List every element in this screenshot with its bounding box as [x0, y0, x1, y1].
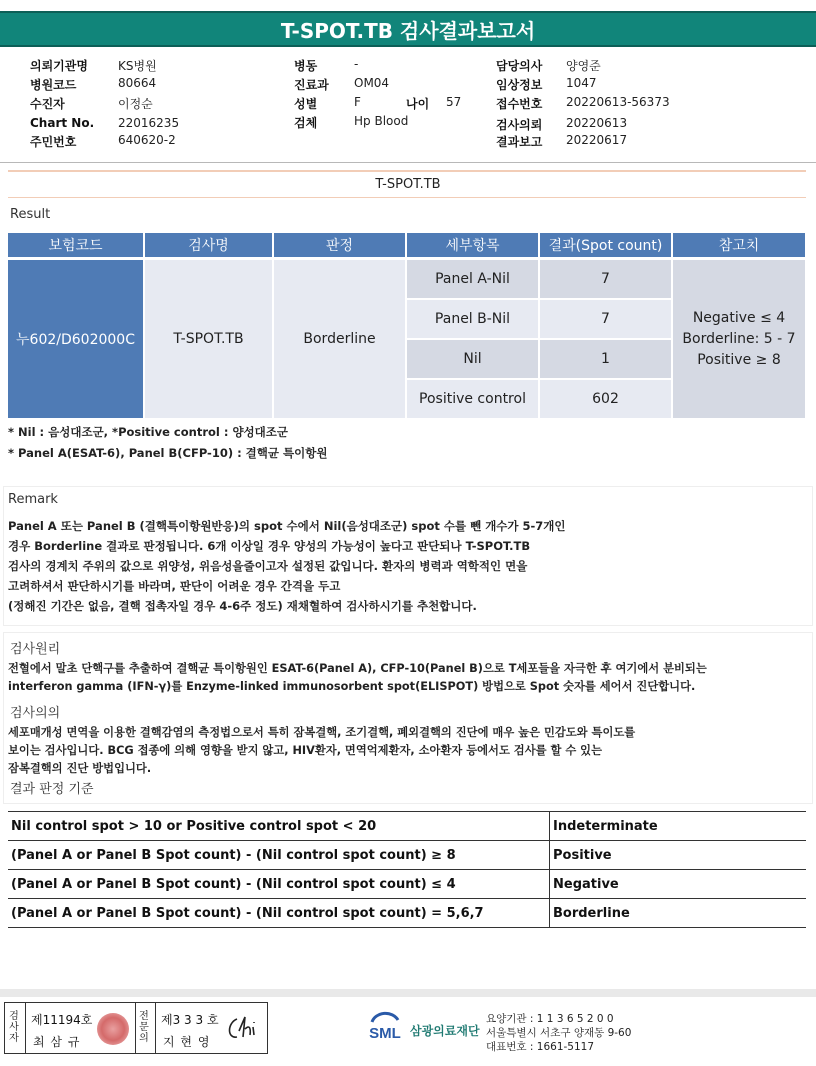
criteria-condition: (Panel A or Panel B Spot count) - (Nil control spot count) ≥ 8 — [8, 841, 550, 870]
remark-line: 고려하셔서 판단하시기를 바라며, 판단이 어려운 경우 간격을 두고 — [8, 579, 341, 593]
criteria-result: Indeterminate — [550, 812, 807, 841]
criteria-row — [8, 841, 806, 870]
value-specimen: Hp Blood — [354, 114, 409, 128]
specialist-license-no: 제3 3 3 호 — [161, 1013, 219, 1027]
principle-text — [8, 660, 707, 696]
criteria-row — [8, 899, 806, 928]
col-header-reference: 참고치 — [673, 233, 805, 257]
specialist-label-char: 문 — [139, 1022, 149, 1033]
cell-item-nil: Nil — [407, 340, 538, 378]
examiner-label-char: 사 — [9, 1022, 19, 1033]
value-clinical-info: 1047 — [566, 76, 597, 90]
org-line: 요양기관 : 1 1 3 6 5 2 0 0 — [486, 1013, 614, 1025]
method-box — [3, 632, 813, 804]
value-doctor: 양영준 — [566, 59, 601, 73]
examiner-name: 최 삼 규 — [33, 1035, 81, 1049]
cell-item-panel-b: Panel B-Nil — [407, 300, 538, 338]
criteria-condition: (Panel A or Panel B Spot count) - (Nil control spot count) ≤ 4 — [8, 870, 550, 899]
value-request-date: 20220613 — [566, 116, 628, 130]
remark-title: Remark — [8, 492, 58, 507]
criteria-condition: (Panel A or Panel B Spot count) - (Nil control spot count) = 5,6,7 — [8, 899, 550, 928]
specialist-label — [138, 1011, 150, 1044]
label-resident-no: 주민번호 — [30, 135, 77, 149]
value-department: OM04 — [354, 76, 390, 90]
remark-text — [8, 516, 566, 616]
criteria-row — [8, 812, 806, 841]
label-patient: 수진자 — [30, 97, 65, 111]
value-age: 57 — [446, 95, 462, 109]
value-institution: KS병원 — [118, 59, 157, 73]
divider — [135, 1003, 136, 1053]
value-reception-no: 20220613-56373 — [566, 95, 670, 109]
top-accent-line — [8, 170, 806, 172]
label-clinical-info: 임상정보 — [496, 78, 543, 92]
criteria-title: 결과 판정 기준 — [10, 782, 94, 797]
header-divider — [0, 162, 816, 163]
specialist-label-char: 의 — [139, 1033, 149, 1044]
reference-borderline: Borderline: 5 - 7 — [682, 330, 796, 347]
label-specimen: 검체 — [294, 116, 318, 130]
label-department: 진료과 — [294, 78, 329, 92]
value-hospital-code: 80664 — [118, 76, 157, 90]
criteria-condition: Nil control spot > 10 or Positive control spot < 20 — [8, 812, 550, 841]
cell-judgement: Borderline — [274, 260, 405, 418]
report-title: T-SPOT.TB 검사결과보고서 — [0, 11, 816, 47]
significance-title: 검사의의 — [10, 706, 61, 721]
value-resident-no: 640620-2 — [118, 133, 176, 147]
remark-line: (정해진 기간은 없음, 결핵 접촉자일 경우 4-6주 정도) 재채혈하여 검사하시기를 추천합니다. — [8, 599, 477, 613]
significance-text — [8, 724, 635, 778]
specialist-name: 지 현 영 — [163, 1035, 211, 1049]
reference-negative: Negative ≤ 4 — [692, 309, 786, 326]
remark-line: 경우 Borderline 결과로 판정됩니다. 6개 이상일 경우 양성의 가능성이 높다고 판단되나 T-SPOT.TB — [8, 539, 531, 553]
label-age: 나이 — [406, 97, 430, 111]
value-patient: 이정순 — [118, 97, 153, 111]
criteria-row — [8, 870, 806, 899]
col-header-test-name: 검사명 — [145, 233, 274, 257]
value-chart-no: 22016235 — [118, 116, 180, 130]
cell-reference — [673, 260, 805, 418]
label-report-date: 결과보고 — [496, 135, 543, 149]
label-doctor: 담당의사 — [496, 59, 543, 73]
label-request-date: 검사의뢰 — [496, 118, 543, 132]
cell-value-panel-b: 7 — [540, 300, 671, 338]
criteria-result: Positive — [550, 841, 807, 870]
cell-value-nil: 1 — [540, 340, 671, 378]
specialist-label-char: 전 — [139, 1011, 149, 1022]
label-institution: 의뢰기관명 — [30, 59, 88, 73]
sml-logo-icon — [366, 1010, 404, 1046]
col-header-detail-item: 세부항목 — [407, 233, 540, 257]
remark-line: Panel A 또는 Panel B (결핵특이항원반응)의 spot 수에서 Nil(음성대조군) spot 수를 뺀 개수가 5-7개인 — [8, 519, 566, 533]
note-panels: * Panel A(ESAT-6), Panel B(CFP-10) : 결핵균 특이항원 — [8, 446, 328, 460]
significance-line: 보이는 검사입니다. BCG 접종에 의해 영향을 받지 않고, HIV환자, 면역억제환자, 소아환자 등에서도 검사를 할 수 있는 — [8, 744, 602, 757]
principle-line: 전혈에서 말초 단핵구를 추출하여 결핵균 특이항원인 ESAT-6(Panel A), CFP-10(Panel B)으로 T세포들을 자극한 후 여기에서 분비되는 — [8, 662, 707, 675]
divider — [25, 1003, 26, 1053]
examiner-seal-icon — [97, 1013, 129, 1045]
cell-insurance-code: 누602/D602000C — [8, 260, 143, 418]
signature-box — [4, 1002, 268, 1054]
value-ward: - — [354, 57, 359, 71]
result-section-title: Result — [10, 207, 51, 222]
heading-underline — [8, 197, 806, 198]
label-reception-no: 접수번호 — [496, 97, 543, 111]
examiner-label-char: 검 — [9, 1011, 19, 1022]
col-header-insurance-code: 보험코드 — [8, 233, 145, 257]
note-nil: * Nil : 음성대조군, *Positive control : 양성대조군 — [8, 425, 288, 439]
criteria-result: Borderline — [550, 899, 807, 928]
label-sex: 성별 — [294, 97, 318, 111]
criteria-table — [8, 811, 806, 928]
org-line: 대표번호 : 1661-5117 — [486, 1041, 595, 1053]
examiner-license-no: 제11194호 — [31, 1013, 93, 1027]
col-header-judgement: 판정 — [274, 233, 407, 257]
cell-value-positive-control: 602 — [540, 380, 671, 418]
cell-test-name: T-SPOT.TB — [145, 260, 272, 418]
examiner-label-char: 자 — [9, 1033, 19, 1044]
principle-line: interferon gamma (IFN-γ)를 Enzyme-linked immunosorbent spot(ELISPOT) 방법으로 Spot 숫자를 세어서 진단합니다. — [8, 680, 696, 693]
logo-text: SML — [369, 1025, 401, 1042]
test-name-heading: T-SPOT.TB — [375, 177, 441, 192]
significance-line: 세포매개성 면역을 이용한 결핵감염의 측정법으로서 특히 잠복결핵, 조기결핵, 폐외결핵의 진단에 매우 높은 민감도와 특이도를 — [8, 726, 636, 739]
value-report-date: 20220617 — [566, 133, 628, 147]
value-sex: F — [354, 95, 361, 109]
examiner-label — [8, 1011, 20, 1044]
label-ward: 병동 — [294, 59, 318, 73]
principle-title: 검사원리 — [10, 642, 61, 657]
col-header-spot-count: 결과(Spot count) — [540, 233, 673, 257]
significance-line: 잠복결핵의 진단 방법입니다. — [8, 762, 152, 775]
cell-value-panel-a: 7 — [540, 260, 671, 298]
org-line: 서울특별시 서초구 양재동 9-60 — [486, 1027, 632, 1039]
cell-item-panel-a: Panel A-Nil — [407, 260, 538, 298]
divider — [155, 1003, 156, 1053]
signature-icon — [223, 1013, 263, 1045]
reference-positive: Positive ≥ 8 — [697, 351, 781, 368]
label-hospital-code: 병원코드 — [30, 78, 77, 92]
label-chart-no: Chart No. — [30, 116, 95, 130]
footer-band — [0, 989, 816, 997]
company-name: 삼광의료재단 — [410, 1024, 480, 1038]
criteria-result: Negative — [550, 870, 807, 899]
cell-item-positive-control: Positive control — [407, 380, 538, 418]
remark-line: 검사의 경계치 주위의 값으로 위양성, 위음성을줄이고자 설정된 값입니다. 환자의 병력과 역학적인 면을 — [8, 559, 528, 573]
